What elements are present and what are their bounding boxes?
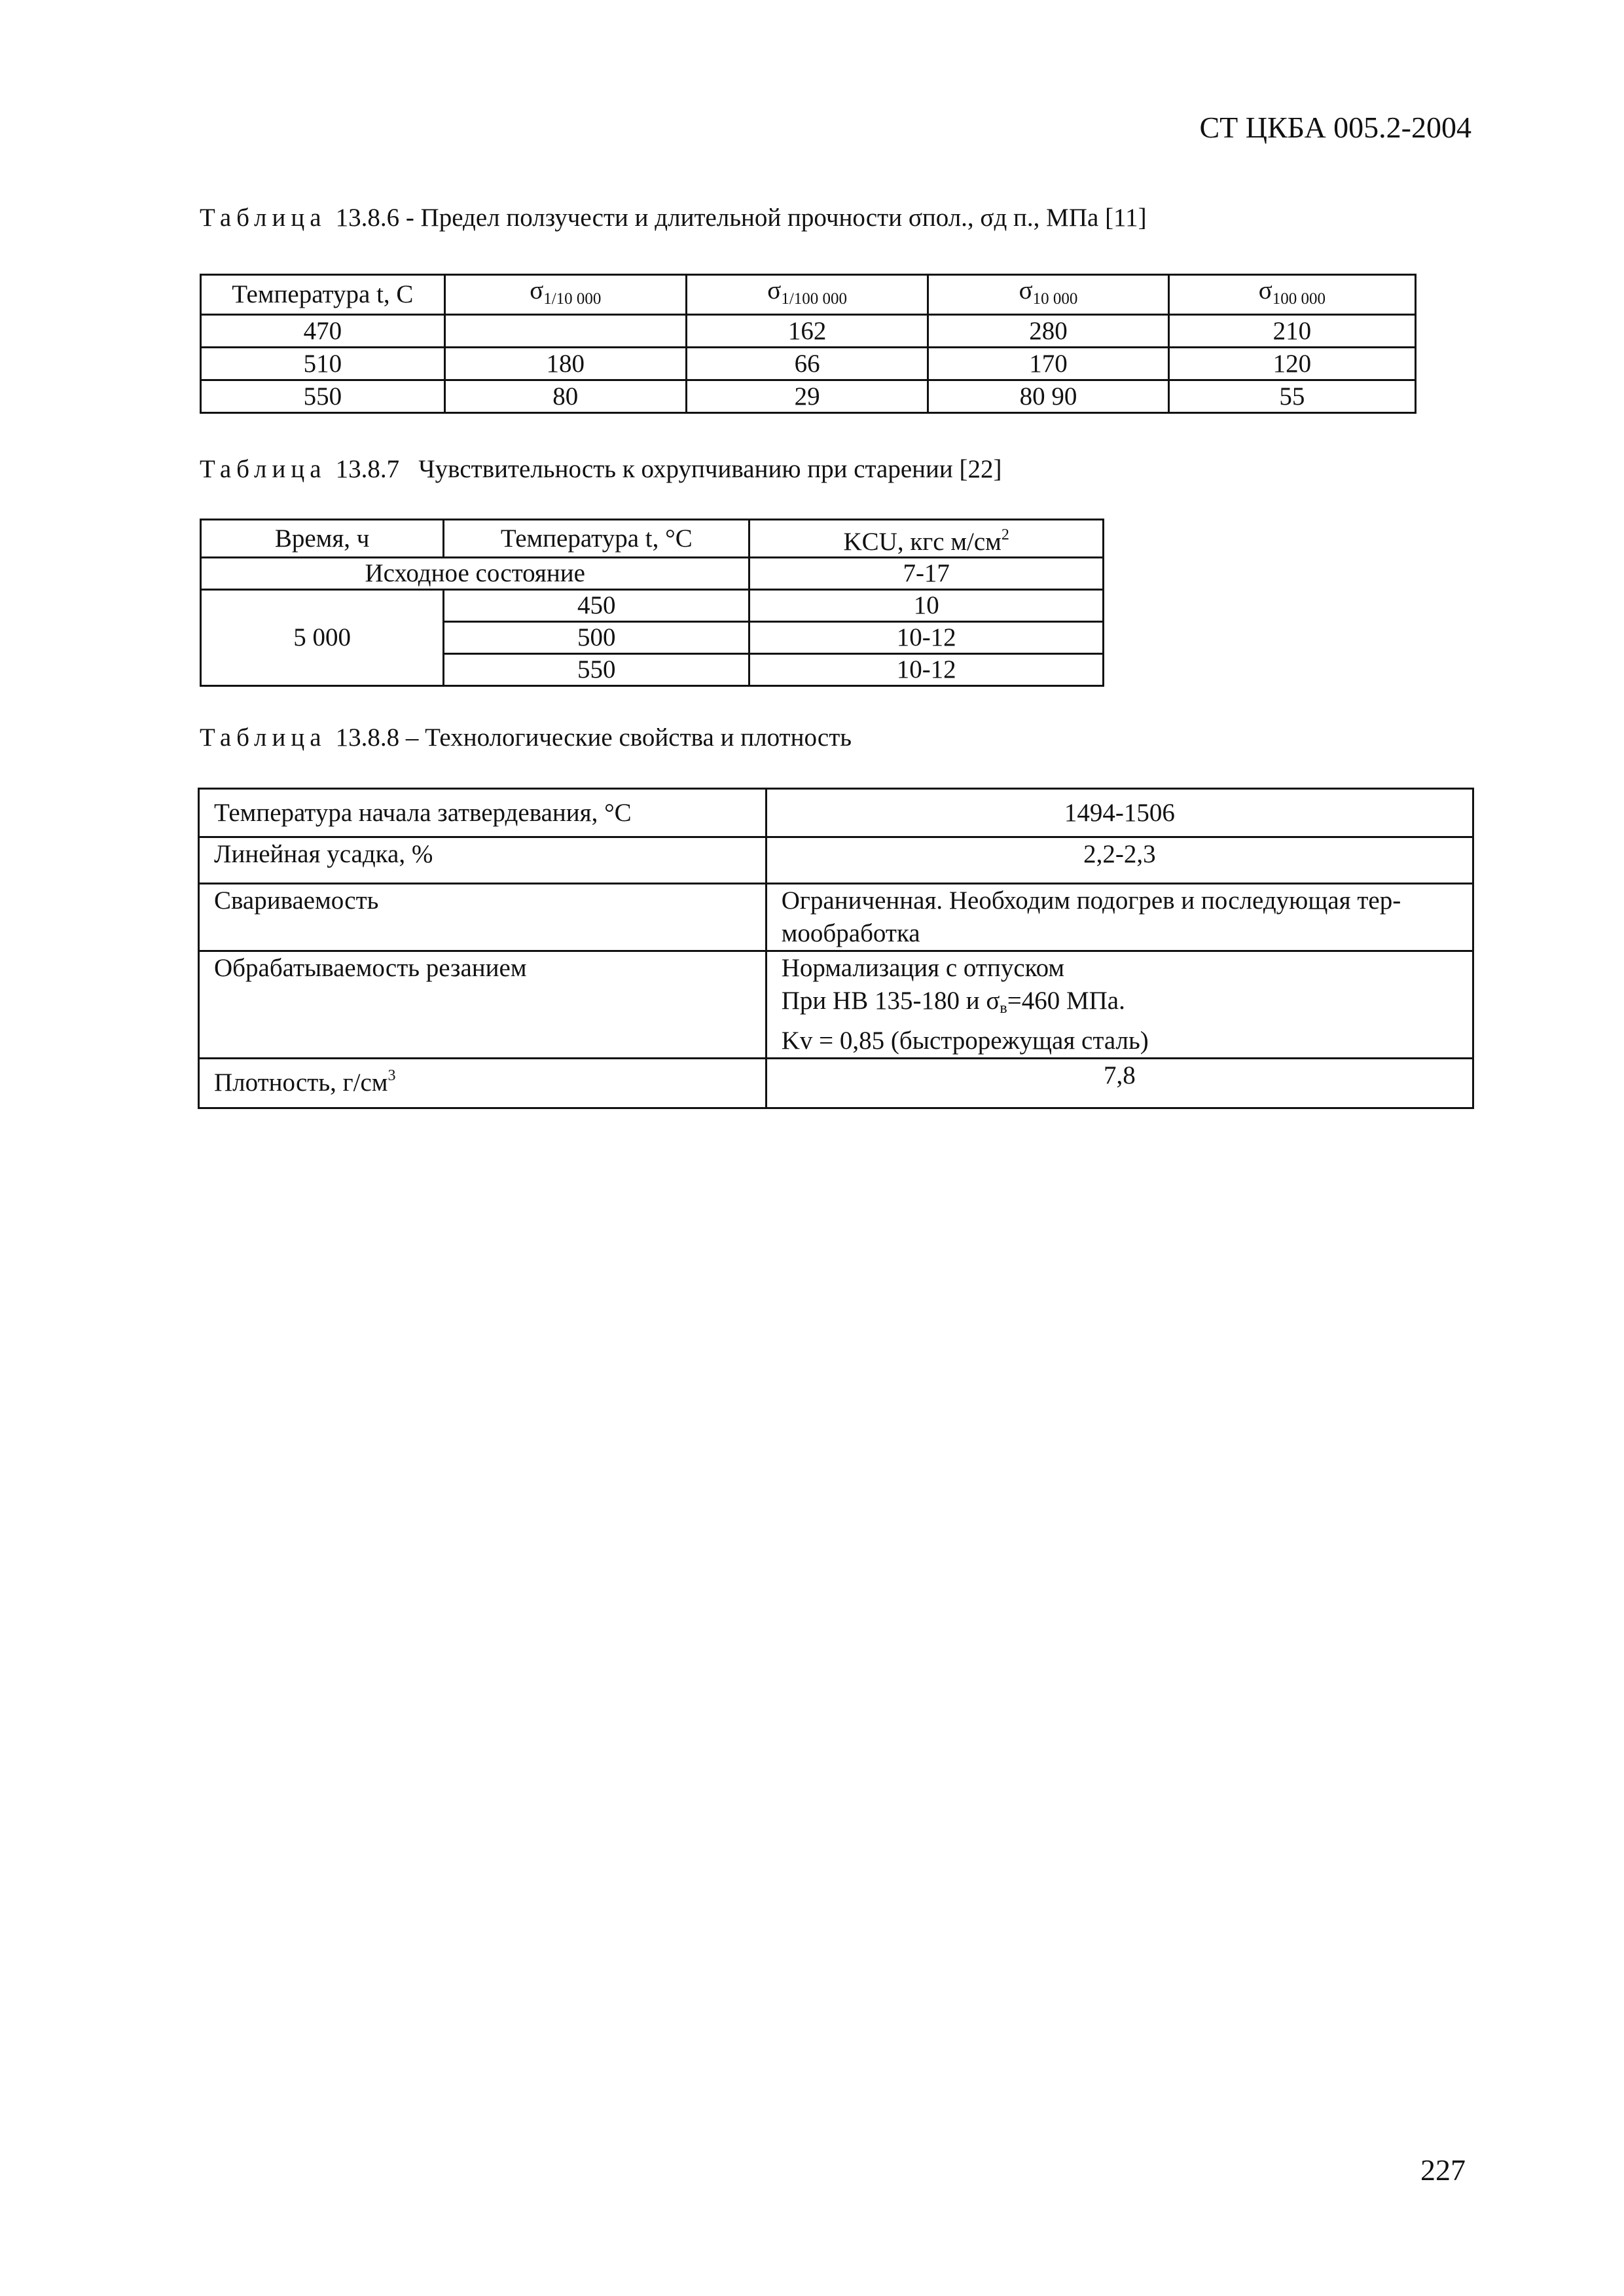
cell-value: 162 xyxy=(686,315,928,348)
table-caption-13-8-7 xyxy=(200,454,1002,484)
cell-value: 66 xyxy=(686,348,928,380)
cell-value: 29 xyxy=(686,380,928,413)
cell-temperature: 500 xyxy=(444,622,749,654)
caption-word: Таблица xyxy=(200,455,327,483)
cell-value: Ограниченная. Необходим подогрев и последующая тер-мообработка xyxy=(766,884,1473,951)
cell-label: Обрабатываемость резанием xyxy=(199,951,767,1059)
caption-number: 13.8.6 xyxy=(335,204,400,232)
kcu-label: KCU, кгс м/см xyxy=(843,528,1001,556)
document-code: СТ ЦКБА 005.2-2004 xyxy=(1199,111,1471,144)
kcu-superscript: 2 xyxy=(1001,526,1009,543)
aging-embrittlement-table xyxy=(200,519,1104,687)
cell-value: 1494-1506 xyxy=(766,789,1473,837)
header-sigma-100000 xyxy=(1168,275,1415,315)
cell-value: 80 xyxy=(444,380,686,413)
sigma-symbol: σ xyxy=(1019,276,1033,304)
cell-value: 55 xyxy=(1168,380,1415,413)
header-temperature: Температура t, С xyxy=(201,275,445,315)
cell-temperature: 550 xyxy=(201,380,445,413)
table-row xyxy=(201,558,1104,590)
cell-kcu: 10 xyxy=(749,590,1104,622)
table-caption-13-8-8 xyxy=(200,723,852,752)
sigma-symbol: σ xyxy=(767,276,782,304)
cell-value: 280 xyxy=(928,315,1168,348)
sigma-subscript: 10 000 xyxy=(1032,289,1078,308)
header-sigma-10000 xyxy=(928,275,1168,315)
subscript: в xyxy=(1000,1000,1007,1017)
cell-kcu: 7-17 xyxy=(749,558,1104,590)
cell-value: 80 90 xyxy=(928,380,1168,413)
header-sigma-1-100000 xyxy=(686,275,928,315)
caption-number: 13.8.8 xyxy=(335,723,400,752)
table-row xyxy=(199,884,1473,951)
sigma-subscript: 100 000 xyxy=(1272,289,1326,308)
cell-kcu: 10-12 xyxy=(749,622,1104,654)
text-fragment: =460 МПа. xyxy=(1007,987,1125,1015)
table-row xyxy=(199,789,1473,837)
sigma-symbol: σ xyxy=(1258,276,1272,304)
density-label: Плотность, г/см xyxy=(214,1068,388,1097)
table-row xyxy=(199,1059,1473,1108)
cell-temperature: 550 xyxy=(444,654,749,686)
cell-temperature: 470 xyxy=(201,315,445,348)
header-temperature: Температура t, °С xyxy=(444,520,749,558)
machinability-line xyxy=(782,985,1458,1025)
sigma-symbol: σ xyxy=(530,276,544,304)
page-number: 227 xyxy=(1420,2153,1466,2187)
cell-value: 120 xyxy=(1168,348,1415,380)
creep-strength-table xyxy=(200,274,1416,414)
table-row xyxy=(201,380,1416,413)
machinability-line: Нормализация с отпуском xyxy=(781,954,1065,982)
caption-word: Таблица xyxy=(200,723,327,752)
machinability-line: Kv = 0,85 (быстрорежущая сталь) xyxy=(781,1027,1149,1055)
cell-value xyxy=(444,315,686,348)
cell-value: 2,2-2,3 xyxy=(766,837,1473,884)
cell-label: Линейная усадка, % xyxy=(199,837,767,884)
header-kcu xyxy=(749,520,1104,558)
header-sigma-1-10000 xyxy=(444,275,686,315)
table-row xyxy=(199,837,1473,884)
sigma-subscript: 1/100 000 xyxy=(781,289,848,308)
cell-temperature: 510 xyxy=(201,348,445,380)
cell-temperature: 450 xyxy=(444,590,749,622)
cell-initial-state: Исходное состояние xyxy=(201,558,749,590)
text-fragment: При НВ 135-180 и σ xyxy=(781,987,1000,1015)
cell-value: 7,8 xyxy=(766,1059,1473,1108)
table-row xyxy=(201,315,1416,348)
cell-time: 5 000 xyxy=(201,590,444,686)
density-superscript: 3 xyxy=(388,1067,396,1084)
cell-label: Температура начала затвердевания, °С xyxy=(199,789,767,837)
caption-text: – Технологические свойства и плотность xyxy=(405,723,852,752)
cell-label: Свариваемость xyxy=(199,884,767,951)
cell-value xyxy=(766,951,1473,1059)
cell-label xyxy=(199,1059,767,1108)
caption-word: Таблица xyxy=(200,204,327,232)
caption-number: 13.8.7 xyxy=(335,455,400,483)
sigma-subscript: 1/10 000 xyxy=(543,289,602,308)
caption-text: Чувствительность к охрупчиванию при старении [22] xyxy=(418,455,1002,483)
caption-text: - Предел ползучести и длительной прочности σпол., σд п., МПа [11] xyxy=(405,204,1147,232)
table-header-row xyxy=(201,275,1416,315)
technological-properties-table xyxy=(198,788,1474,1109)
cell-kcu: 10-12 xyxy=(749,654,1104,686)
cell-value: 170 xyxy=(928,348,1168,380)
table-caption-13-8-6 xyxy=(200,203,1147,232)
table-row xyxy=(201,590,1104,622)
table-row xyxy=(201,348,1416,380)
table-row xyxy=(199,951,1473,1059)
header-time: Время, ч xyxy=(201,520,444,558)
table-header-row xyxy=(201,520,1104,558)
cell-value: 210 xyxy=(1168,315,1415,348)
cell-value: 180 xyxy=(444,348,686,380)
